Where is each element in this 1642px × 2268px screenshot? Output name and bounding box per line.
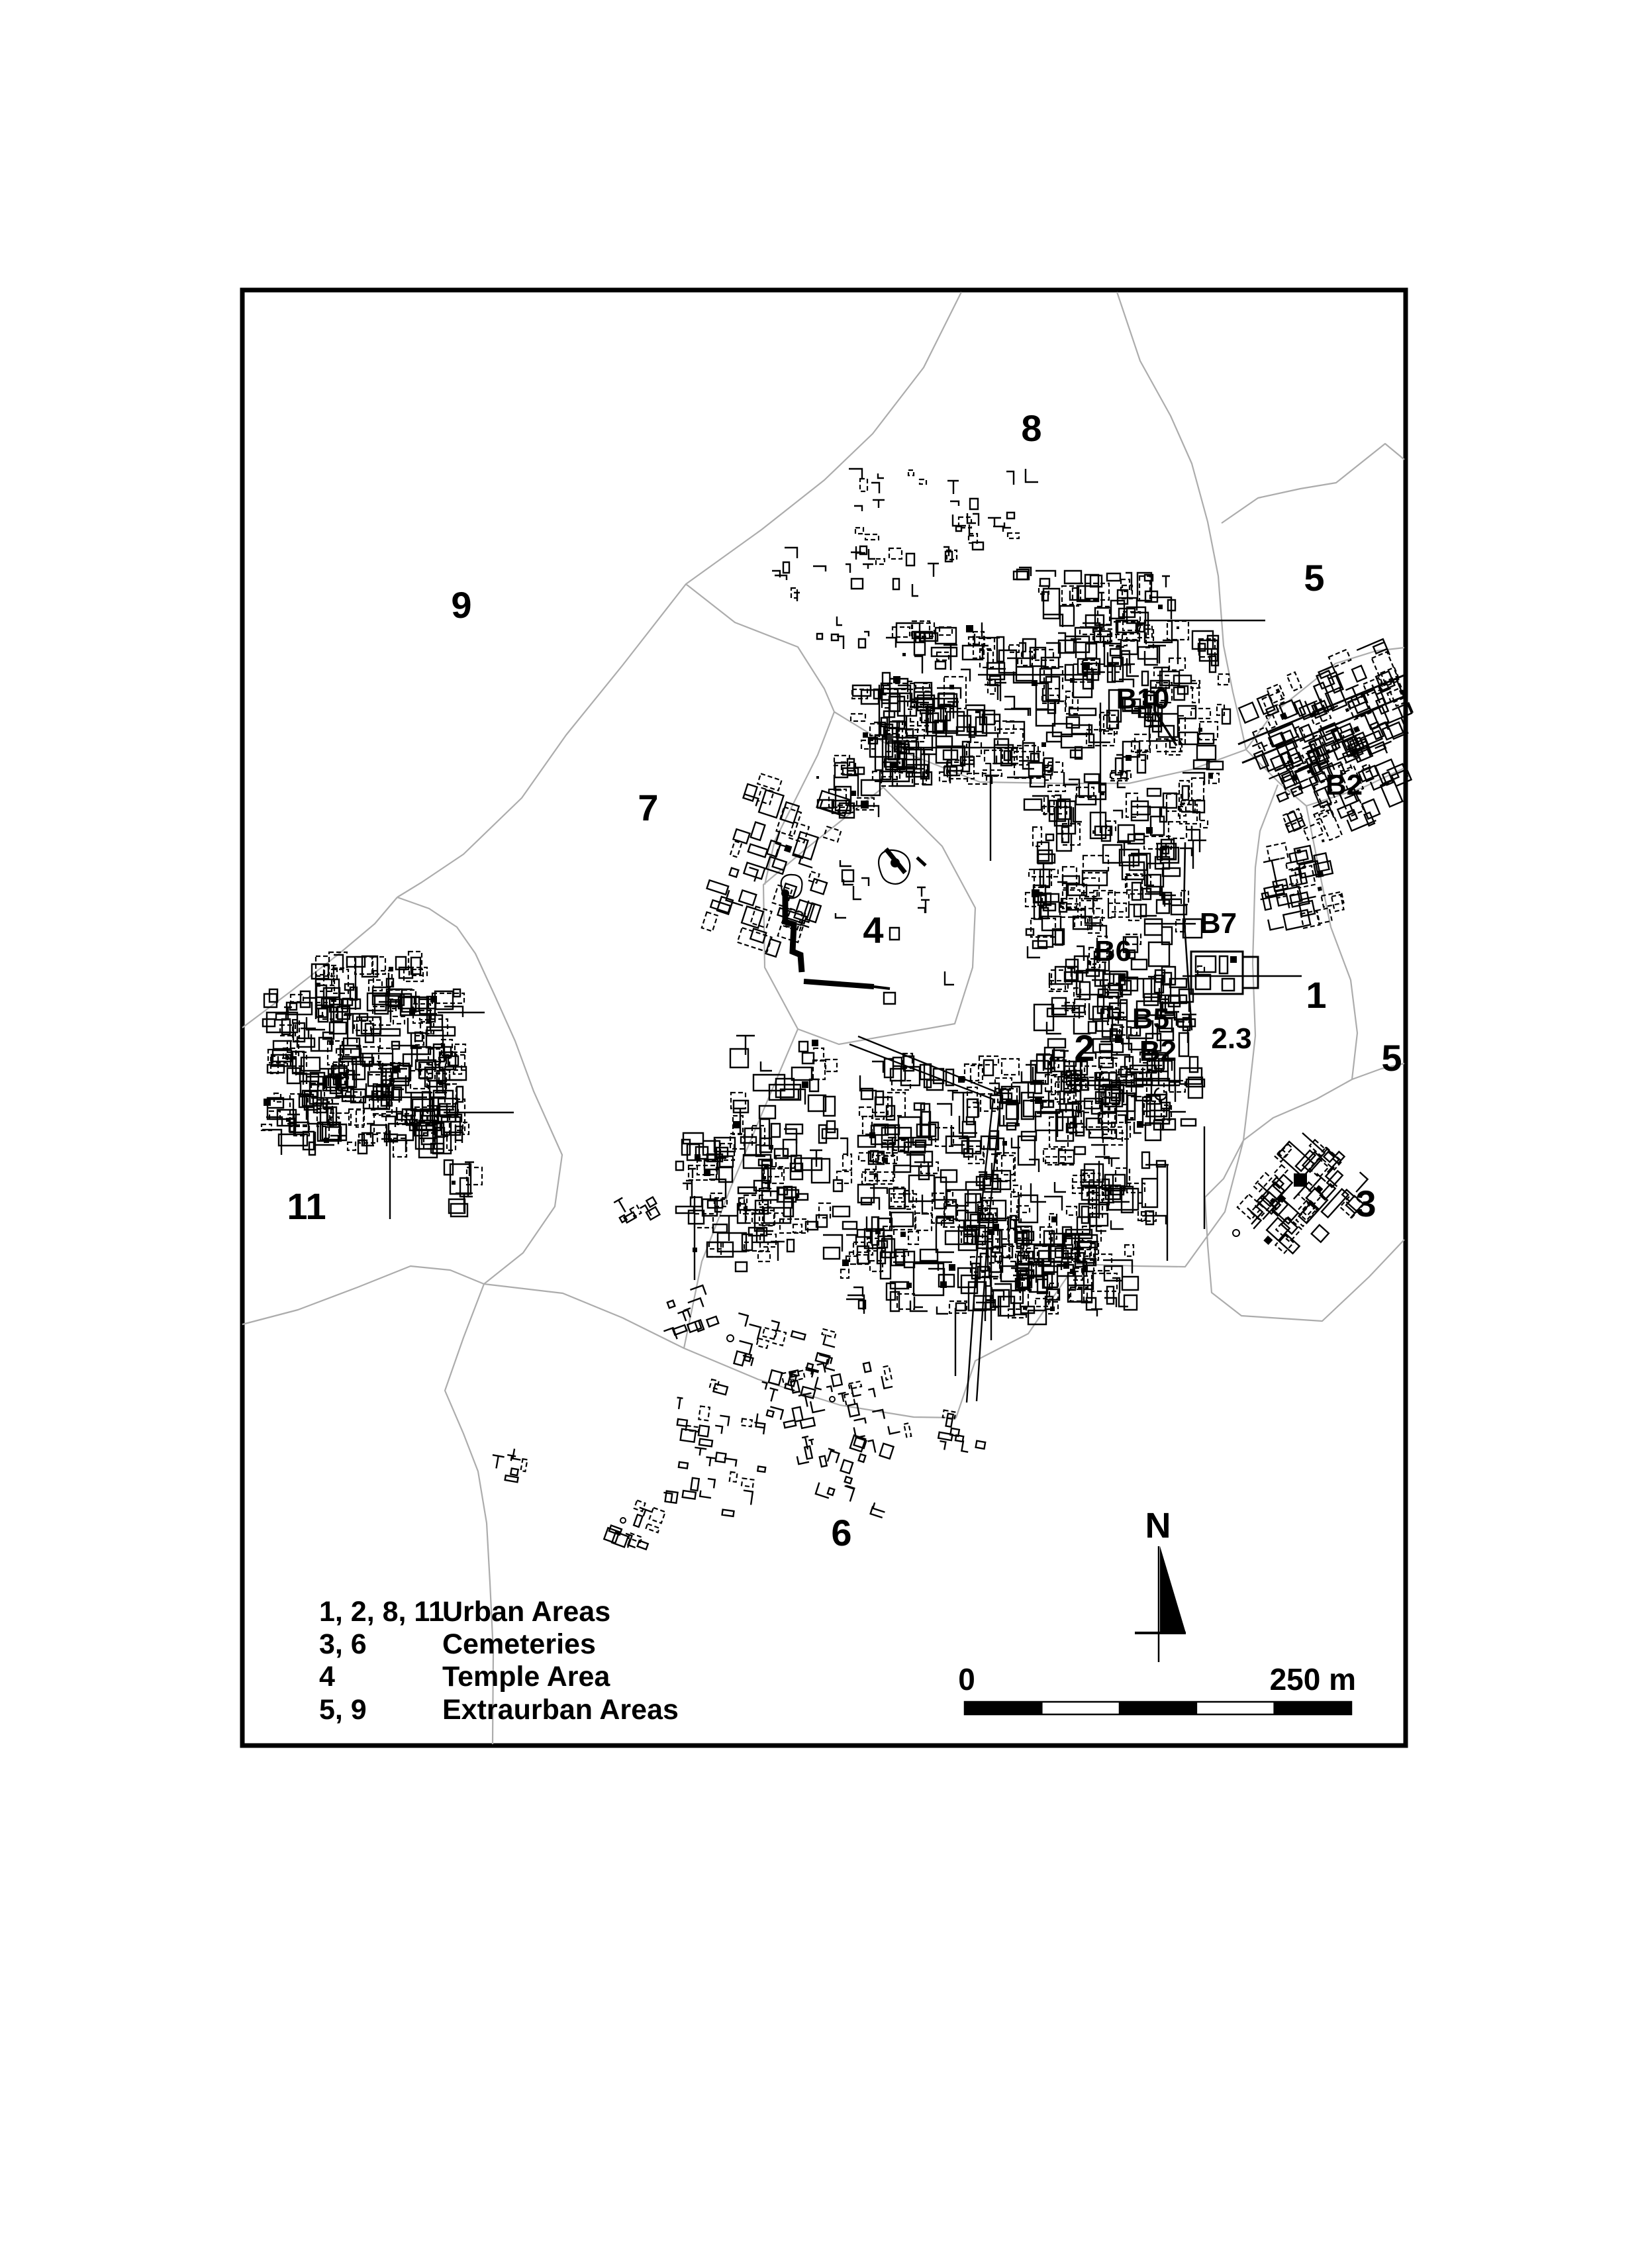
legend-value: Cemeteries xyxy=(442,1628,596,1660)
scale-bar-segment xyxy=(1196,1702,1274,1714)
building-cluster xyxy=(1250,834,1347,936)
building-walls xyxy=(1158,605,1163,609)
legend-key: 3, 6 xyxy=(319,1628,367,1660)
zone-boundaries xyxy=(242,292,1404,1744)
building-cluster xyxy=(881,620,1230,861)
building-walls xyxy=(653,1285,719,1342)
tomb-circle xyxy=(727,1335,734,1342)
building-cluster xyxy=(773,1349,914,1473)
building-cluster xyxy=(936,1410,989,1456)
building-cluster xyxy=(693,766,855,965)
building-cluster xyxy=(661,1397,773,1520)
building-cluster xyxy=(813,1428,905,1518)
building-cluster xyxy=(676,1133,851,1280)
legend-value: Urban Areas xyxy=(442,1596,611,1628)
temple-small-wall xyxy=(917,858,926,865)
tomb-circle xyxy=(830,1397,835,1402)
building-walls xyxy=(845,469,1038,579)
building-cluster xyxy=(858,1054,1180,1261)
temple-long-wall-end xyxy=(874,987,890,989)
building-cluster xyxy=(816,756,880,818)
region-label-2: 2 xyxy=(1074,1027,1095,1069)
building-cluster xyxy=(1036,571,1265,635)
legend-value: Temple Area xyxy=(442,1661,610,1693)
building-walls xyxy=(730,1036,838,1156)
scale-end-label: 250 m xyxy=(1269,1662,1356,1697)
building-walls xyxy=(711,1310,844,1430)
building-cluster xyxy=(612,1185,662,1233)
building-walls xyxy=(1034,967,1204,1229)
building-walls xyxy=(858,1054,1180,1261)
building-walls xyxy=(791,548,902,598)
north-arrow xyxy=(1135,1506,1186,1662)
building-walls xyxy=(813,1428,905,1518)
building-cluster xyxy=(730,1036,838,1156)
building-walls xyxy=(604,1500,659,1554)
region-label-4: 4 xyxy=(863,909,884,951)
building-cluster xyxy=(845,469,1038,579)
building-clusters xyxy=(262,469,1422,1556)
building-walls xyxy=(936,1412,989,1456)
temple-long-wall xyxy=(804,981,874,987)
small-circle-feature xyxy=(1233,1230,1239,1236)
building-cluster xyxy=(489,1445,529,1483)
building-walls xyxy=(863,732,868,738)
north-label: N xyxy=(1145,1506,1171,1546)
tomb-circle xyxy=(620,1518,626,1523)
building-walls xyxy=(520,1459,527,1471)
area-label-B2: B2 xyxy=(1139,1035,1177,1067)
region-label-8: 8 xyxy=(1021,407,1042,449)
map-frame xyxy=(242,290,1406,1746)
scale-bar-segment xyxy=(1274,1702,1351,1714)
building-walls xyxy=(842,1229,1069,1311)
area-label-B10: B10 xyxy=(1116,683,1170,715)
legend-value: Extraurban Areas xyxy=(442,1694,679,1726)
building-walls xyxy=(444,1160,474,1216)
area-label-B2: B2 xyxy=(1325,769,1363,801)
building-cluster xyxy=(653,1285,719,1342)
building-walls xyxy=(1251,842,1342,934)
building-walls xyxy=(612,1185,662,1233)
region-label-11: 11 xyxy=(287,1185,326,1227)
scale-bar xyxy=(958,1662,1356,1714)
building-cluster xyxy=(836,860,954,1004)
building-walls xyxy=(853,685,959,786)
building-cluster xyxy=(943,513,1049,586)
region-label-5: 5 xyxy=(1304,557,1325,599)
scale-bar-segment xyxy=(1120,1702,1197,1714)
building-walls xyxy=(452,1181,456,1185)
region-label-3: 3 xyxy=(1355,1183,1376,1224)
legend xyxy=(319,1596,679,1726)
area-label-B7: B7 xyxy=(1199,907,1237,940)
building-walls xyxy=(489,1445,523,1482)
scale-bar-segment xyxy=(965,1702,1042,1714)
building-walls xyxy=(661,1397,773,1520)
building-cluster xyxy=(444,1160,482,1216)
scale-bar-segment xyxy=(1042,1702,1120,1714)
region-label-7: 7 xyxy=(638,787,659,828)
legend-key: 4 xyxy=(319,1661,335,1693)
building-cluster xyxy=(1024,772,1302,976)
area-label-2.3: 2.3 xyxy=(1211,1022,1252,1055)
building-walls xyxy=(836,860,954,1004)
building-cluster xyxy=(604,1494,666,1556)
building-walls xyxy=(1231,1126,1375,1271)
area-label-B5: B5 xyxy=(1132,1003,1170,1035)
temple-thick-wall xyxy=(785,895,802,972)
region-label-1: 1 xyxy=(1306,974,1327,1016)
building-walls xyxy=(818,759,880,818)
legend-key: 5, 9 xyxy=(319,1694,367,1726)
legend-key: 1, 2, 8, 11 xyxy=(319,1596,444,1628)
building-walls xyxy=(781,1350,911,1460)
scale-start-label: 0 xyxy=(958,1662,975,1697)
building-walls xyxy=(679,1405,763,1487)
region-label-6: 6 xyxy=(831,1512,852,1553)
building-walls xyxy=(855,470,1019,540)
north-arrow-head xyxy=(1160,1546,1186,1633)
region-label-9: 9 xyxy=(451,584,472,626)
building-walls xyxy=(693,766,855,965)
b7-compound xyxy=(1191,952,1258,994)
region-label-5: 5 xyxy=(1381,1037,1402,1079)
building-walls xyxy=(1024,772,1302,976)
building-cluster xyxy=(1034,967,1204,1229)
area-label-B6: B6 xyxy=(1094,935,1132,967)
region3-solid-building xyxy=(1294,1173,1307,1187)
